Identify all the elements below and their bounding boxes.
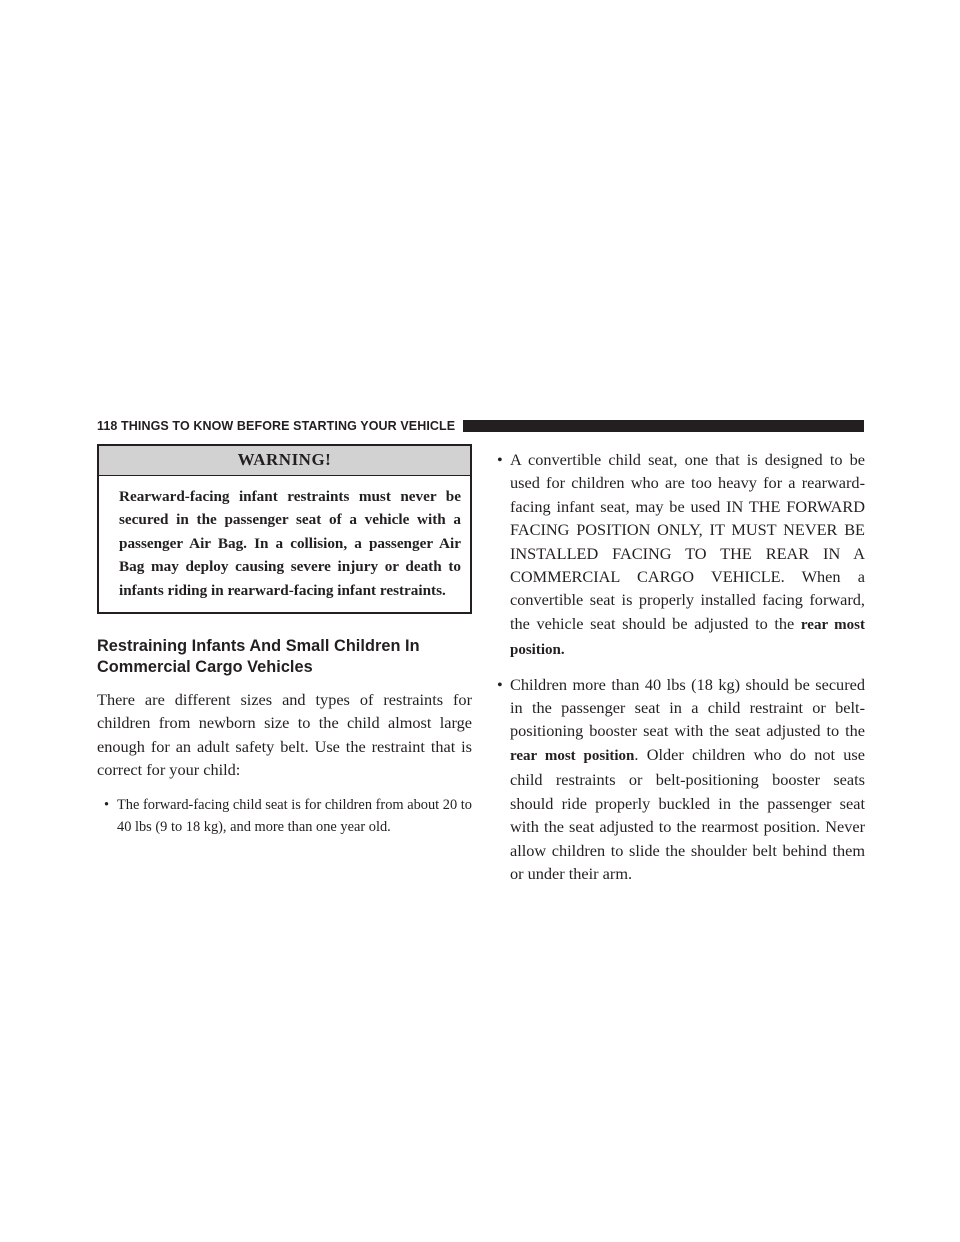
left-bullet-list: [97, 794, 472, 838]
left-column: [97, 444, 472, 838]
page-header: [97, 416, 864, 436]
bullet-text: A convertible child seat, one that is designed to be used for children who are too heavy for a rearward-facing infant seat, may be used IN THE FORWARD FACING POSITION ONLY, IT MUST NEVER BE INSTALLED FACING TO THE REAR IN A COMMERCIAL CARGO VEHICLE. When a convertible seat is properly installed facing forward, the vehicle seat should be adjusted to the: [510, 450, 865, 633]
bullet-icon: •: [497, 674, 503, 694]
page-header-text: 118 THINGS TO KNOW BEFORE STARTING YOUR VEHICLE: [97, 419, 456, 433]
list-item: [97, 794, 472, 838]
section-heading-line-2: Commercial Cargo Vehicles: [97, 658, 313, 677]
right-column: [490, 448, 865, 895]
bullet-icon: •: [497, 450, 503, 469]
warning-box: [97, 444, 472, 614]
right-bullet-list: [490, 448, 865, 885]
bullet-bold-text: rear most position: [510, 747, 635, 764]
bullet-text: The forward-facing child seat is for children from about 20 to 40 lbs (9 to 18 kg), and more than one year old.: [117, 796, 472, 835]
bullet-text-after: . Older children who do not use child restraints or belt-positioning booster seats should ride properly buckled in the passenger seat with the seat adjusted to the rearmost position. Never allow children to slide the shoulder belt behind them or under their arm.: [510, 744, 865, 883]
bullet-bold-text: rear most position.: [510, 616, 865, 659]
warning-title: WARNING!: [99, 446, 470, 476]
list-item: [490, 673, 865, 886]
warning-body: Rearward-facing infant restraints must never be secured in the passenger seat of a vehicle with a passenger Air Bag. In a collision, a passenger Air Bag may deploy causing severe injury or death to infants riding in rearward-facing infant restraints.: [119, 488, 461, 599]
intro-paragraph: There are different sizes and types of restraints for children from newborn size to the child almost large enough for an adult safety belt. Use the restraint that is correct for your child:: [97, 690, 472, 780]
bullet-text: Children more than 40 lbs (18 kg) should be secured in the passenger seat in a child restraint or belt-positioning booster seat with the seat adjusted to the: [510, 674, 865, 741]
bullet-icon: •: [104, 796, 110, 813]
header-rule-bar: [463, 420, 864, 432]
section-heading-line-1: Restraining Infants And Small Children In: [97, 637, 420, 656]
list-item: [490, 448, 865, 663]
section-heading: [97, 636, 472, 678]
